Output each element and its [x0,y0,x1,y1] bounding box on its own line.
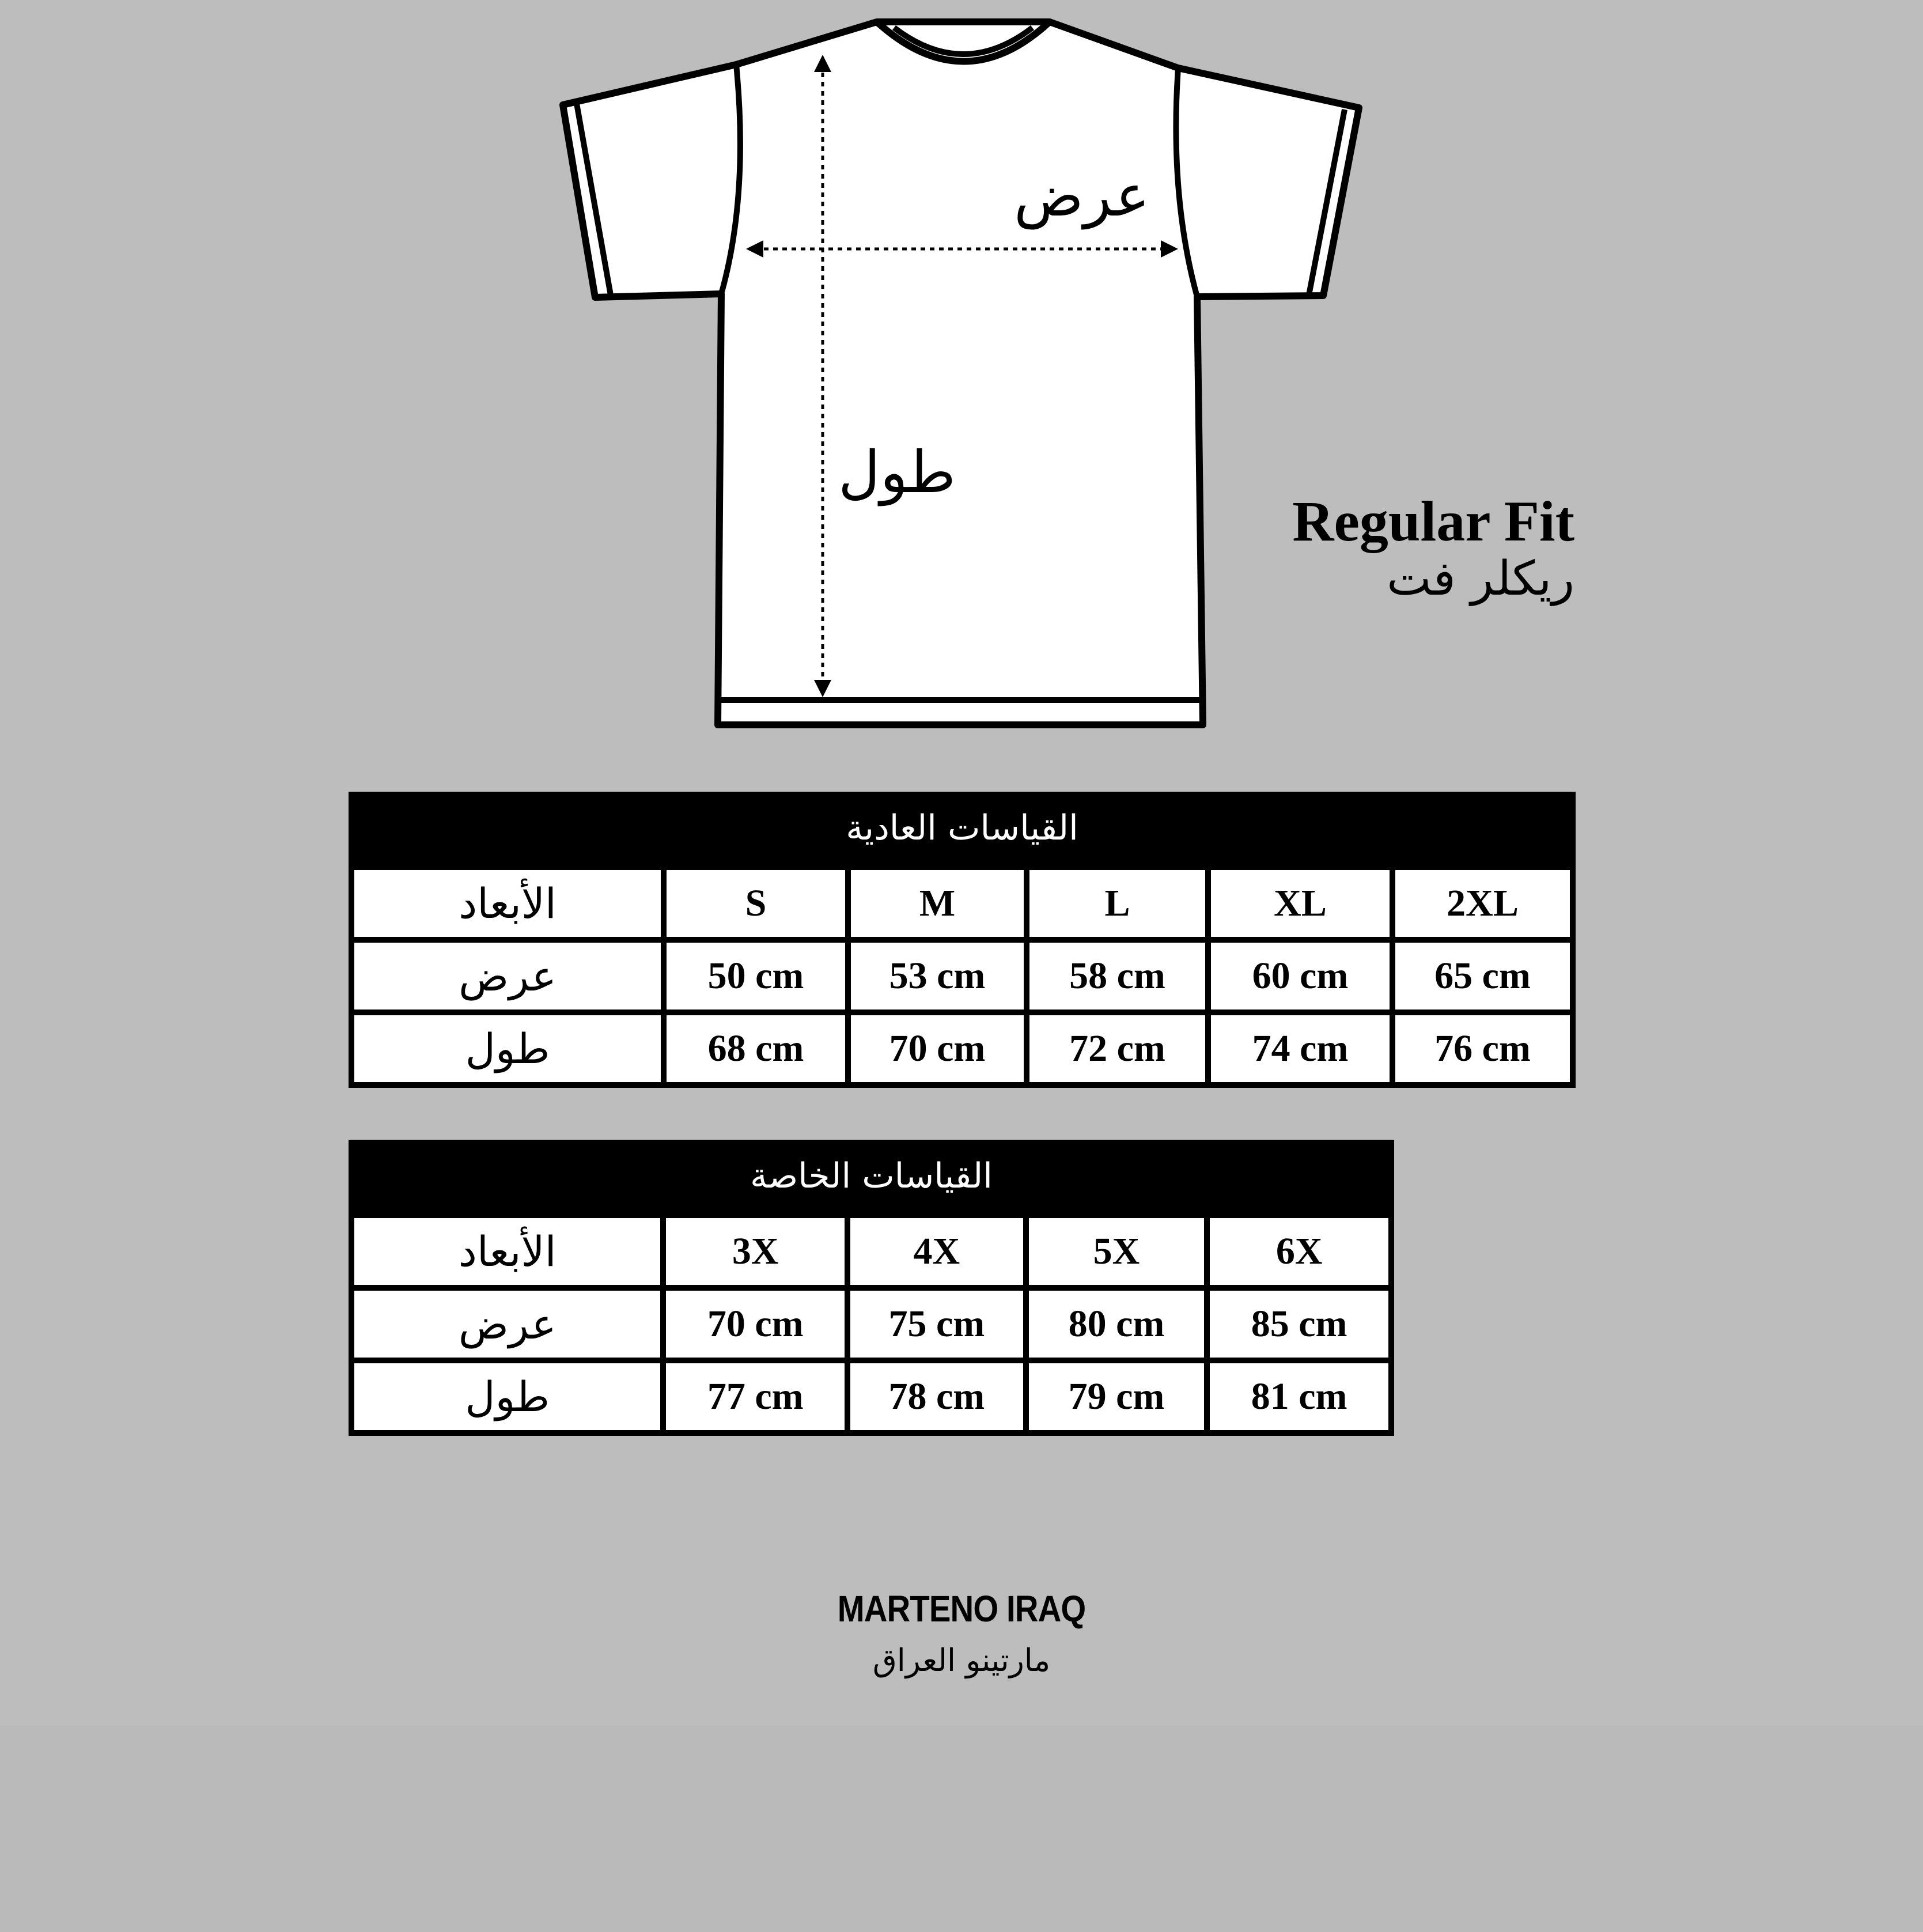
table-cell: 70 cm [666,1291,845,1358]
size-header: 6X [1210,1218,1388,1285]
table-cell: 78 cm [850,1363,1023,1430]
table-row [354,943,1570,1010]
table-cell: 75 cm [850,1291,1023,1358]
size-header: 3X [666,1218,845,1285]
dimension-header: الأبعاد [354,1218,660,1285]
row-label: طول [354,1015,661,1082]
table-cell: 53 cm [851,943,1024,1010]
table-cell: 77 cm [666,1363,845,1430]
table-cell: 79 cm [1029,1363,1205,1430]
table-cell: 68 cm [667,1015,845,1082]
shirt-outline [563,22,1359,725]
size-header: S [667,870,845,937]
regular-table-title: القياسات العادية [846,808,1078,848]
table-cell: 58 cm [1029,943,1205,1010]
brand-name-ar: مارتينو العراق [872,1642,1051,1678]
bottom-band [0,1726,1923,1932]
size-header: 4X [850,1218,1023,1285]
size-header: XL [1211,870,1390,937]
size-header: 5X [1029,1218,1205,1285]
table-cell: 74 cm [1211,1015,1390,1082]
table-header-row [354,1218,1388,1285]
special-table-title: القياسات الخاصة [750,1156,993,1196]
row-label: طول [354,1363,660,1430]
table-row [354,1363,1388,1430]
table-cell: 70 cm [851,1015,1024,1082]
table-row [354,1015,1570,1082]
table-header-row [354,870,1570,937]
row-label: عرض [354,1291,660,1358]
table-cell: 81 cm [1210,1363,1388,1430]
length-label: طول [838,438,956,506]
special-size-table [349,1140,1394,1436]
table-cell: 85 cm [1210,1291,1388,1358]
dimension-header: الأبعاد [354,870,661,937]
table-cell: 60 cm [1211,943,1390,1010]
tshirt-diagram [553,12,1371,738]
table-cell: 50 cm [667,943,845,1010]
size-header: M [851,870,1024,937]
regular-size-table [349,792,1576,1088]
table-cell: 65 cm [1395,943,1570,1010]
table-cell: 76 cm [1395,1015,1570,1082]
table-cell: 72 cm [1029,1015,1205,1082]
fit-name-ar: ريكلر فت [1387,551,1574,606]
width-label: عرض [1014,162,1150,229]
brand-name-en: MARTENO IRAQ [837,1588,1086,1629]
size-header: L [1029,870,1205,937]
row-label: عرض [354,943,661,1010]
size-header: 2XL [1395,870,1570,937]
fit-name-en: Regular Fit [1292,489,1574,553]
fit-block [1292,490,1574,605]
table-cell: 80 cm [1029,1291,1205,1358]
table-row [354,1291,1388,1358]
